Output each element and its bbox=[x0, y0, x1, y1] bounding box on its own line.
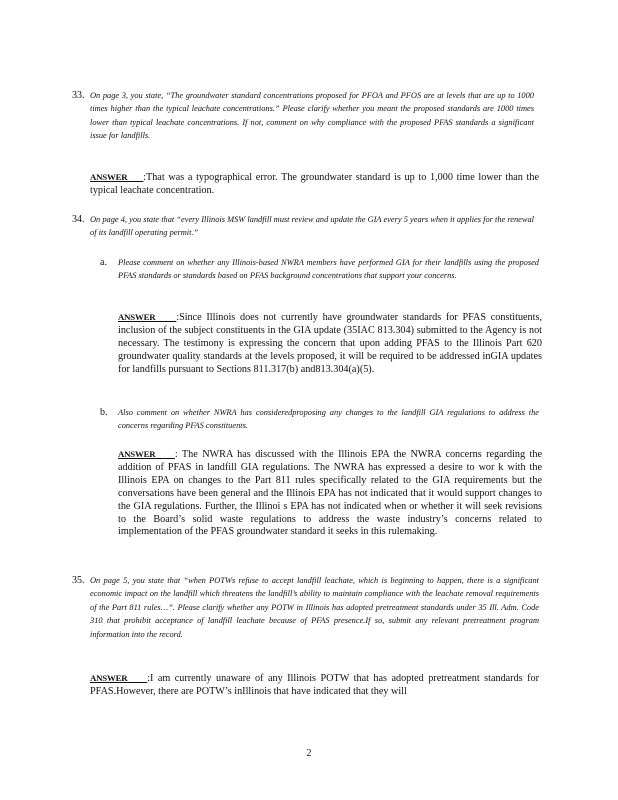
answer-paragraph bbox=[90, 672, 539, 699]
subquestion-letter: a. bbox=[100, 257, 107, 268]
subquestion-text: Please comment on whether any Illinois-based NWRA members have performed GIA for their landfills using the proposed PFAS standards or standards based on PFAS background concentrations that support your concerns. bbox=[118, 258, 539, 281]
answer-label: ANSWER bbox=[90, 172, 128, 182]
answer-paragraph bbox=[118, 311, 542, 377]
answer-paragraph bbox=[90, 171, 539, 198]
subquestion-text: Also comment on whether NWRA has consideredproposing any changes to the landfill GIA regulations to address the concerns regarding PFAS constituents. bbox=[118, 408, 539, 431]
question-text: On page 3, you state, “The groundwater standard concentrations proposed for PFOA and PFOS are at levels that are up to 1000 times higher than the typical leachate concentrations.” Please clarify whether you meant the proposed standards are 1000 times lower than typical leachate concentrations. If not, comment on why compliance with the proposed PFAS standards a significant issue for landfills. bbox=[90, 91, 534, 141]
question-number: 34. bbox=[72, 214, 85, 225]
question-text: On page 4, you state that “every Illinois MSW landfill must review and update the GIA every 5 years when it applies for the renewal of its landfill operating permit.” bbox=[90, 215, 534, 238]
answer-text: :I am currently unaware of any Illinois POTW that has adopted pretreatment standards for PFAS.However, there are POTW’s inIllinois that have indicated that they will bbox=[90, 673, 539, 697]
answer-label: ANSWER bbox=[118, 312, 156, 322]
page-number: 2 bbox=[306, 748, 312, 759]
answer-text: : The NWRA has discussed with the Illinois EPA the NWRA concerns regarding the addition of PFAS in landfill GIA regulations. The NWRA has expressed a desire to wor k with the Illinois EPA on changes to the Part 811 rules specifically related to the GIA requirements but the conversations have been general and the Illinois EPA has not indicated that it would support changes to the GIA regulations. Further, the Illinoi s EPA has not indicated when or whether it will seek revisions to the Board’s solid waste regulations to address the waste industry’s concerns related to implementation of the PFAS groundwater standard it seeks in this rulemaking. bbox=[118, 449, 542, 538]
answer-paragraph bbox=[118, 448, 542, 539]
question-number: 33. bbox=[72, 90, 85, 101]
subquestion-letter: b. bbox=[100, 407, 108, 418]
answer-text: :Since Illinois does not currently have groundwater standards for PFAS constituents, inclusion of the subject constituents in the GIA update (35IAC 813.304) submitted to the Agency is not necessary. The testimony is expressing the concern that upon adding PFAS to the Illinois Part 620 groundwater quality standards at the levels proposed, it will be required to be addressed inGIA updates for landfills pursuant to Sections 811.317(b) and813.304(a)(5). bbox=[118, 312, 542, 375]
answer-label: ANSWER bbox=[90, 673, 128, 683]
question-number: 35. bbox=[72, 575, 85, 586]
question-text: On page 5, you state that “when POTWs refuse to accept landfill leachate, which is beginning to happen, there is a significant economic impact on the landfill which threatens the landfill’s ability to maintain compliance with the leachate removal requirements of the Part 811 rules…”. Please clarify whether any POTW in Illinois has adopted pretreatment standards under 35 Ill. Adm. Code 310 that prohibit acceptance of landfill leachate because of PFAS presence.If so, submit any relevant pretreatment program information into the record. bbox=[90, 576, 539, 639]
answer-text: :That was a typographical error. The groundwater standard is up to 1,000 time lower than the typical leachate concentration. bbox=[90, 172, 539, 196]
answer-label: ANSWER bbox=[118, 449, 156, 459]
